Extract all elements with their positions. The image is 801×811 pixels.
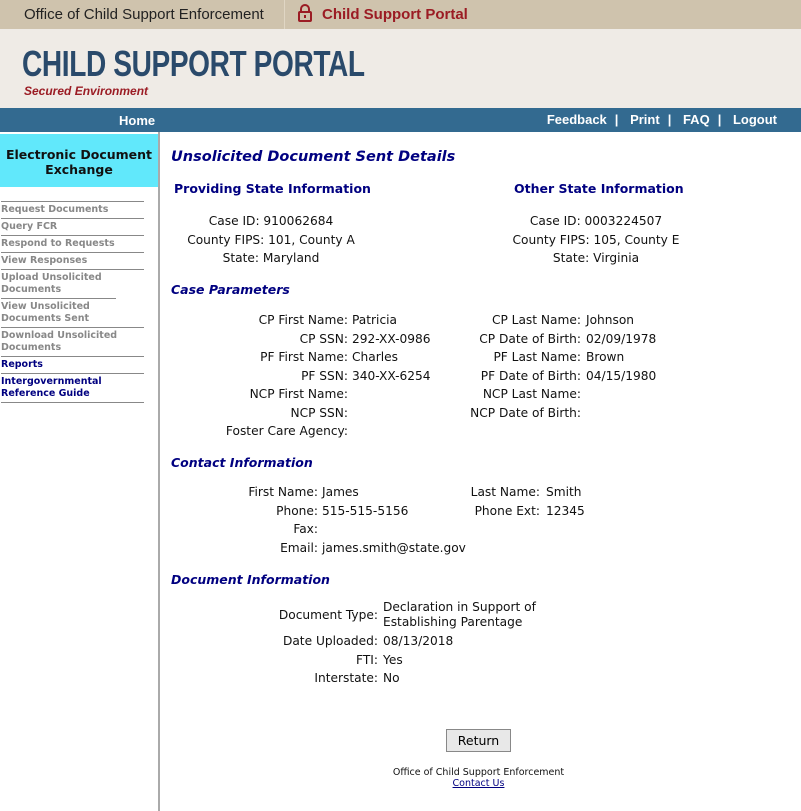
- field-row: [171, 671, 791, 689]
- field-value: 340-XX-6254: [352, 368, 431, 383]
- nav-separator: |: [667, 112, 672, 127]
- field-row: [171, 653, 791, 671]
- nav-separator: |: [614, 112, 619, 127]
- nav-logout[interactable]: Logout: [732, 112, 777, 127]
- field-label: Document Type:: [278, 608, 378, 622]
- field-label: Foster Care Agency:: [225, 424, 348, 438]
- field-row: [171, 350, 791, 368]
- field-label: CP Date of Birth:: [479, 331, 581, 346]
- field-value: Yes: [383, 652, 403, 667]
- nav-home[interactable]: Home: [119, 113, 156, 128]
- field-row: [171, 406, 791, 424]
- case-parameters-heading: Case Parameters: [171, 282, 290, 297]
- sidebar-item-upload-unsolicited[interactable]: Upload Unsolicited Documents: [1, 270, 116, 299]
- field-value: james.smith@state.gov: [322, 540, 466, 555]
- other-state: State: Virginia: [552, 251, 640, 265]
- field-label: CP SSN:: [299, 331, 348, 346]
- field-value: 04/15/1980: [586, 368, 657, 383]
- return-button[interactable]: Return: [446, 729, 511, 752]
- footer-agency: Office of Child Support Enforcement: [392, 767, 565, 778]
- field-label: CP Last Name:: [491, 313, 581, 327]
- field-label: PF First Name:: [260, 350, 348, 364]
- field-value: 12345: [546, 503, 585, 518]
- field-label: PF Date of Birth:: [480, 368, 581, 383]
- field-row: [171, 522, 791, 540]
- field-row: [171, 369, 791, 387]
- field-label: Date Uploaded:: [282, 634, 378, 648]
- field-row: [171, 634, 791, 652]
- field-label: PF SSN:: [301, 368, 348, 383]
- other-county: County FIPS: 105, County E: [512, 233, 680, 247]
- document-information-heading: Document Information: [171, 572, 330, 587]
- field-label: PF Last Name:: [493, 350, 581, 364]
- sidebar-item-request-documents[interactable]: Request Documents: [1, 202, 144, 219]
- sidebar-item-download-unsolicited[interactable]: Download Unsolicited Documents: [1, 328, 144, 357]
- field-row: [171, 313, 791, 331]
- field-row: [171, 332, 791, 350]
- site-header: [0, 29, 801, 108]
- field-value: 02/09/1978: [586, 331, 657, 346]
- contact-us-link[interactable]: Contact Us: [452, 778, 505, 789]
- nav-feedback[interactable]: Feedback: [546, 112, 607, 127]
- nav-faq[interactable]: FAQ: [682, 112, 710, 127]
- sidebar: [0, 132, 160, 811]
- page-title: Unsolicited Document Sent Details: [171, 149, 456, 165]
- field-label: Interstate:: [314, 671, 378, 685]
- nav-bar: [0, 108, 801, 132]
- field-label: Email:: [280, 540, 318, 555]
- secured-environment-label: Secured Environment: [24, 84, 149, 98]
- field-label: NCP Last Name:: [482, 387, 581, 401]
- field-label: NCP Date of Birth:: [470, 405, 581, 420]
- sidebar-title: Electronic Document Exchange: [0, 134, 158, 187]
- sidebar-item-query-fcr[interactable]: Query FCR: [1, 219, 144, 236]
- portal-link[interactable]: Child Support Portal: [322, 6, 468, 23]
- portal-logo[interactable]: CHILD SUPPORT PORTAL: [22, 43, 365, 84]
- field-value: Smith: [546, 485, 582, 499]
- field-row: [171, 424, 791, 442]
- sidebar-item-view-responses[interactable]: View Responses: [1, 253, 144, 270]
- other-case-id: Case ID: 0003224507: [529, 214, 663, 228]
- field-label: First Name:: [248, 485, 318, 499]
- providing-case-id: Case ID: 910062684: [208, 214, 334, 228]
- field-row: [171, 600, 791, 629]
- sidebar-menu: [1, 201, 144, 403]
- providing-state: State: Maryland: [222, 251, 320, 265]
- other-state-heading: Other State Information: [514, 181, 684, 196]
- field-row: [171, 387, 791, 405]
- field-value: Patricia: [352, 313, 398, 327]
- field-label: NCP SSN:: [290, 405, 348, 420]
- field-label: NCP First Name:: [249, 387, 348, 401]
- field-value: No: [383, 671, 400, 685]
- top-bar: [0, 0, 801, 29]
- nav-separator: |: [717, 112, 722, 127]
- field-value: Brown: [586, 350, 625, 364]
- field-value: 292-XX-0986: [352, 331, 431, 346]
- field-label: Phone Ext:: [474, 503, 540, 518]
- field-row: [171, 504, 791, 522]
- field-value: Charles: [352, 350, 398, 364]
- breadcrumb-divider: [265, 0, 285, 29]
- lock-icon: [298, 4, 312, 22]
- field-label: Fax:: [293, 522, 318, 536]
- agency-link[interactable]: Office of Child Support Enforcement: [24, 6, 264, 23]
- field-row: [171, 485, 791, 503]
- providing-state-heading: Providing State Information: [174, 181, 371, 196]
- nav-print[interactable]: Print: [630, 112, 660, 127]
- sidebar-item-view-unsolicited-sent[interactable]: View Unsolicited Documents Sent: [1, 299, 144, 328]
- field-value: Declaration in Support of Establishing Parentage: [383, 600, 536, 629]
- providing-county: County FIPS: 101, County A: [187, 233, 355, 247]
- contact-information-heading: Contact Information: [171, 455, 313, 470]
- field-value: James: [322, 485, 359, 499]
- sidebar-item-reference-guide[interactable]: Intergovernmental Reference Guide: [1, 374, 144, 403]
- field-value: 08/13/2018: [383, 634, 454, 648]
- field-value: Johnson: [586, 313, 635, 327]
- field-row: [171, 541, 791, 559]
- sidebar-item-respond-to-requests[interactable]: Respond to Requests: [1, 236, 144, 253]
- field-value: 515-515-5156: [322, 503, 409, 518]
- sidebar-item-reports[interactable]: Reports: [1, 357, 144, 374]
- field-label: Last Name:: [470, 485, 540, 499]
- field-label: Phone:: [276, 503, 318, 518]
- field-label: FTI:: [356, 652, 378, 667]
- field-label: CP First Name:: [258, 313, 348, 327]
